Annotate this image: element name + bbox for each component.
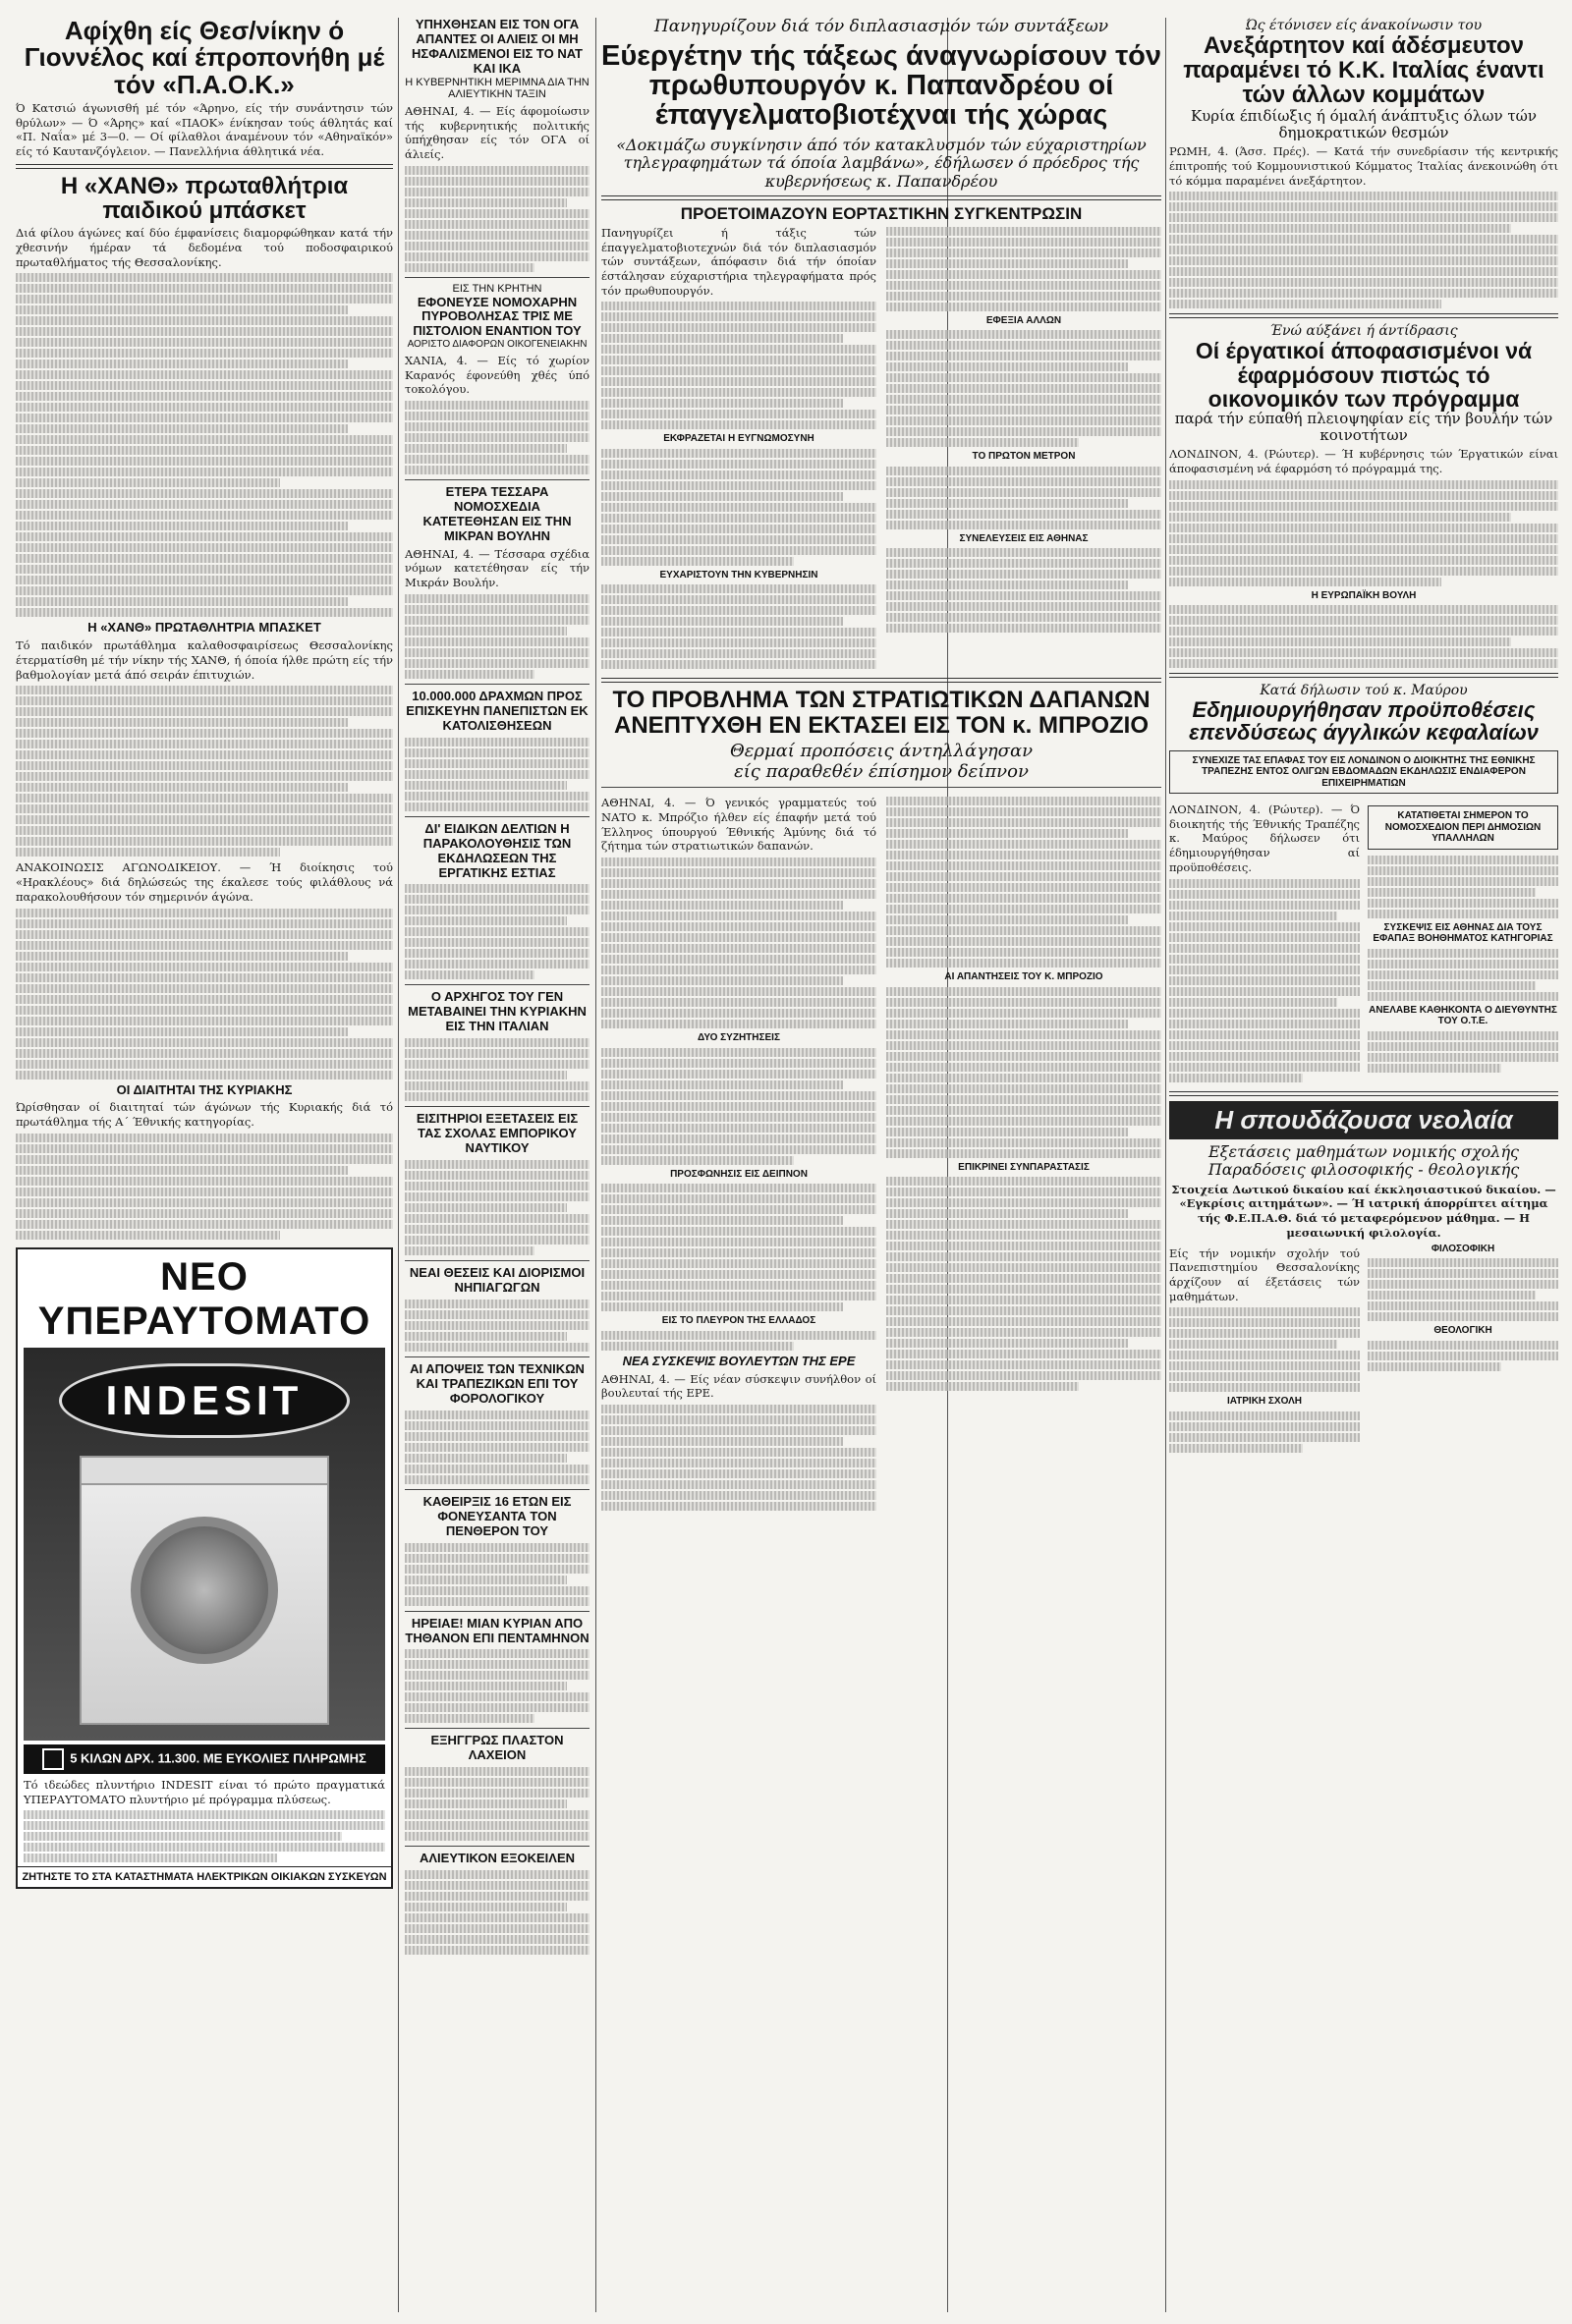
section-subhead: ΠΡΟΣΦΩΝΗΣΙΣ ΕΙΣ ΔΕΙΠΝΟΝ	[670, 1168, 808, 1180]
story-col-a	[1169, 800, 1360, 1086]
section-subhead: ΣΥΝΕΛΕΥΣΕΙΣ ΕΙΣ ΑΘΗΝΑΣ	[959, 532, 1089, 544]
text-block	[405, 1870, 590, 1955]
column-lead-story	[601, 18, 1161, 2312]
text-block	[16, 686, 393, 857]
ad-price: 5 ΚΙΛΩΝ ΔΡΧ. 11.300. ΜΕ ΕΥΚΟΛΙΕΣ ΠΛΗΡΩΜΗΣ	[24, 1744, 385, 1774]
article-body: ΛΟΝΔΙΝΟΝ, 4. (Ρώυτερ). — Ό διοικητής τής Έθνικής Τραπέζης κ. Μαύρος δήλωσεν ότι έδημιουργήθησαν αί προϋποθέσεις.	[1169, 802, 1360, 874]
article-body: ΧΑΝΙΑ, 4. — Είς τό χωρίον Καρανός έφονεύθη χθές ύπό τοκολόγου.	[405, 353, 590, 397]
column-divider	[398, 18, 399, 2312]
kicker: Ένώ αύξάνει ή άντίδρασις	[1269, 323, 1458, 340]
text-block	[405, 1767, 590, 1841]
article-summary: Στοιχεία Δωτικού δικαίου καί έκκλησιαστικού δικαίου. — «Εγκρίσις αιτημάτων». — Ή ιατρική άπορρίπτει αίτημα τής Φ.Ε.Π.Α.Θ. διά τό μεταφερόμενον μάθημα. — Η μεσαιωνική φιλολογία.	[1171, 1182, 1556, 1240]
text-block	[1169, 879, 1360, 1082]
text-block	[405, 738, 590, 811]
article-subhead: Η ΚΥΒΕΡΝΗΤΙΚΗ ΜΕΡΙΜΝΑ ΔΙΑ ΤΗΝ ΑΛΙΕΥΤΙΚΗΝ ΤΑΞΙΝ	[405, 76, 590, 101]
divider	[405, 1611, 590, 1612]
text-block	[16, 273, 393, 617]
text-block	[405, 884, 590, 979]
article-headline: ΑΝΕΛΑΒΕ ΚΑΘΗΚΟΝΤΑ Ο ΔΙΕΥΘΥΝΤΗΣ ΤΟΥ Ο.Τ.Ε.	[1369, 1004, 1557, 1027]
article-subhead: Εξετάσεις μαθημάτων νομικής σχολής	[1208, 1141, 1519, 1161]
divider	[405, 479, 590, 480]
text-block	[601, 858, 876, 1028]
text-block	[886, 797, 1161, 968]
ad-title: ΝΕΟ ΥΠΕΡΑΥΤΟΜΑΤΟ	[37, 1254, 371, 1343]
article-subhead: Θερμαί προπόσεις άντηλλάγησαν	[729, 740, 1034, 761]
section-subhead: ΕΦΕΞΙΑ ΑΛΛΩΝ	[985, 314, 1062, 326]
article-headline: Ανεξάρτητον καί άδέσμευτον παραμένει τό Κ.Κ. Ιταλίας έναντι τών άλλων κομμάτων	[1183, 32, 1544, 109]
text-block	[405, 1411, 590, 1484]
lead-col-b	[886, 223, 1161, 674]
text-block	[405, 1300, 590, 1352]
text-block	[405, 1543, 590, 1606]
section-banner: ΠΡΟΕΤΟΙΜΑΖΟΥΝ ΕΟΡΤΑΣΤΙΚΗΝ ΣΥΓΚΕΝΤΡΩΣΙΝ	[680, 204, 1083, 224]
article-headline: ΑΛΙΕΥΤΙΚΟΝ ΕΞΟΚΕΙΛΕΝ	[419, 1851, 576, 1866]
text-block	[1169, 192, 1558, 308]
divider	[1169, 1091, 1558, 1096]
story-columns	[601, 793, 1161, 1515]
article-headline: Οί έργατικοί άποφασισμένοι νά έφαρμόσουν πιστώς τό οικονομικόν των πρόγραμμα	[1195, 338, 1533, 412]
story-col-a	[601, 793, 876, 1515]
text-block	[16, 1134, 393, 1240]
text-block	[1368, 1341, 1558, 1371]
article-body: ΛΟΝΔΙΝΟΝ, 4. (Ρώυτερ). — Ή κυβέρνησις τών Έργατικών είναι άποφασισμένη νά έφαρμόση τό πρόγραμμά της.	[1169, 447, 1558, 476]
story-columns	[1169, 800, 1558, 1086]
article-subhead: ΑΟΡΙΣΤΟ ΔΙΑΦΟΡΩΝ ΟΙΚΟΓΕΝΕΙΑΚΗΝ	[407, 339, 588, 351]
divider	[1169, 673, 1558, 678]
lead-quote: «Δοκιμάζω συγκίνησιν άπό τόν κατακλυσμόν τών εύχαριστηρίων τηλεγραφημάτων τά όποία λαμβάνω», έδήλωσεν ό πρόεδρος τής κυβερνήσεως κ. Παπανδρέου	[616, 135, 1147, 191]
washing-machine-icon	[80, 1456, 329, 1725]
article-headline: ΝΕΑ ΣΥΣΚΕΨΙΣ ΒΟΥΛΕΥΤΩΝ ΤΗΣ ΕΡΕ	[622, 1353, 856, 1368]
article-body: Διά φίλου άγώνες καί δύο έμφανίσεις διαμορφώθηκαν κατά τήν χθεσινήν ήμέραν τά δεδομένα τού ποδοσφαιρικού πρωταθλήματος τής Θεσσαλονίκης.	[16, 226, 393, 269]
kicker: Πανηγυρίζουν διά τόν διπλασιασμόν τών συντάξεων	[653, 18, 1109, 36]
ad-text: Τό ιδεώδες πλυντήριο INDESIT είναι τό πρώτο πραγματικά ΥΠΕΡΑΥΤΟΜΑΤΟ πλυντήριο μέ πρόγραμμα πλύσεως.	[24, 1777, 385, 1806]
section-subhead: Η «ΧΑΝΘ» ΠΡΩΤΑΘΛΗΤΡΙΑ ΜΠΑΣΚΕΤ	[87, 620, 321, 636]
section-subhead: ΕΚΦΡΑΖΕΤΑΙ Η ΕΥΓΝΩΜΟΣΥΝΗ	[663, 433, 814, 445]
divider	[405, 984, 590, 985]
section-subhead: ΘΕΟΛΟΓΙΚΗ	[1433, 1325, 1492, 1337]
section-banner: Η σπουδάζουσα νεολαία	[1169, 1101, 1558, 1139]
divider	[405, 1106, 590, 1107]
section-subhead: ΑΙ ΑΠΑΝΤΗΣΕΙΣ ΤΟΥ Κ. ΜΠΡΟΖΙΟ	[944, 971, 1103, 983]
indesit-logo: INDESIT	[59, 1363, 350, 1438]
article-headline: ΥΠΗΧΘΗΣΑΝ ΕΙΣ ΤΟΝ ΟΓΑ ΑΠΑΝΤΕΣ ΟΙ ΑΛΙΕΙΣ ΟΙ ΜΗ ΗΣΦΑΛΙΣΜΕΝΟΙ ΕΙΣ ΤΟ ΝΑΤ ΚΑΙ ΙΚΑ	[412, 18, 583, 76]
divider	[405, 684, 590, 685]
article-body: Ώρίσθησαν οί διαιτηταί τών άγώνων τής Κυριακής διά τό πρωτάθλημα τής Α΄ Έθνικής κατηγορίας.	[16, 1100, 393, 1130]
divider	[601, 787, 1161, 788]
article-body: Τό παιδικόν πρωτάθλημα καλαθοσφαιρίσεως Θεσσαλονίκης έτερματίσθη μέ τήν νίκην τής ΧΑΝΘ, ή όποία ήλθε πρώτη είς τήν βαθμολογίαν μετά άπό σειράν έπιτυχιών.	[16, 638, 393, 682]
article-body: ΑΘΗΝΑΙ, 4. — Τέσσαρα σχέδια νόμων κατετέθησαν είς τήν Μικράν Βουλήν.	[405, 546, 590, 590]
text-block	[405, 166, 590, 272]
lead-headline: Εύεργέτην τής τάξεως άναγνωρίσουν τόν πρωθυπουργόν κ. Παπανδρέου οί έπαγγελματοβιοτέχναι τής χώρας	[601, 39, 1161, 132]
indesit-advertisement	[16, 1247, 393, 1889]
story-col-b	[886, 793, 1161, 1515]
column-sports	[16, 18, 393, 2312]
section-subhead: ΟΙ ΔΙΑΙΤΗΤΑΙ ΤΗΣ ΚΥΡΙΑΚΗΣ	[116, 1081, 293, 1097]
article-headline: ΚΑΤΑΤΙΘΕΤΑΙ ΣΗΜΕΡΟΝ ΤΟ ΝΟΜΟΣΧΕΔΙΟΝ ΠΕΡΙ ΔΗΜΟΣΙΩΝ ΥΠΑΛΛΗΛΩΝ	[1368, 805, 1558, 850]
article-headline: ΤΟ ΠΡΟΒΛΗΜΑ ΤΩΝ ΣΤΡΑΤΙΩΤΙΚΩΝ ΔΑΠΑΝΩΝ ΑΝΕΠΤΥΧΘΗ ΕΝ ΕΚΤΑΣΕΙ ΕΙΣ ΤΟΝ κ. ΜΠΡΟΖΙΟ	[612, 687, 1151, 739]
text-block	[1368, 949, 1558, 1001]
article-body: ΑΘΗΝΑΙ, 4. — Είς άφομοίωσιν τής κυβερνητικής πολιτικής ύπήχθησαν είς τόν ΟΓΑ οί άλιείς.	[405, 104, 590, 162]
article-body: Πανηγυρίζει ή τάξις τών έπαγγελματοβιοτεχνών διά τόν διπλασιασμόν τών συντάξεων, άπόφασιν διά τήν όποίαν έστάλησαν εύχαριστήρια τηλεγραφήματα πρός τόν πρωθυπουργόν.	[601, 225, 876, 298]
section-subhead: ΕΠΙΚΡΙΝΕΙ ΣΥΝΠΑΡΑΣΤΑΣΙΣ	[958, 1161, 1090, 1173]
text-block	[886, 467, 1161, 529]
text-block	[18, 1810, 391, 1862]
article-body: ΑΝΑΚΟΙΝΩΣΙΣ ΑΓΩΝΟΔΙΚΕΙΟΥ. — Ή διοίκησις τού «Ηρακλέους» διά δηλώσεώς της έκαλεσε τούς φιλάθλους νά παρακολουθήσουν τόν σημερινόν άγώνα.	[16, 860, 393, 904]
article-subhead: Παραδόσεις φιλοσοφικής - θεολογικής	[1207, 1160, 1520, 1180]
text-block	[1368, 856, 1558, 918]
article-headline: ΣΥΣΚΕΨΙΣ ΕΙΣ ΑΘΗΝΑΣ ΔΙΑ ΤΟΥΣ ΕΦΑΠΑΞ ΒΟΗΘΗΜΑΤΟΣ ΚΑΤΗΓΟΡΙΑΣ	[1373, 921, 1553, 945]
article-subhead: παρά τήν εύπαθή πλειοψηφίαν είς τήν βουλήν τών κοινοτήτων	[1174, 409, 1553, 445]
text-block	[601, 1331, 876, 1351]
section-subhead: ΤΟ ΠΡΩΤΟΝ ΜΕΤΡΟΝ	[972, 451, 1076, 463]
divider	[405, 1489, 590, 1490]
text-block	[601, 1184, 876, 1311]
article-headline: ΑΙ ΑΠΟΨΕΙΣ ΤΩΝ ΤΕΧΝΙΚΩΝ ΚΑΙ ΤΡΑΠΕΖΙΚΩΝ ΕΠΙ ΤΟΥ ΦΟΡΟΛΟΓΙΚΟΥ	[410, 1360, 585, 1406]
divider	[405, 816, 590, 817]
article-body: Είς τήν νομικήν σχολήν τού Πανεπιστημίου Θεσσαλονίκης άρχίζουν αί έξετάσεις τών μαθημάτων.	[1169, 1245, 1360, 1303]
article-body: ΑΘΗΝΑΙ, 4. — Ό γενικός γραμματεύς τού ΝΑΤΟ κ. Μπρόζιο ήλθεν είς έπαφήν μετά τού Έλληνος ύπουργού Έθνικής Άμύνης διά τό ζήτημα τών στρατιωτικών δαπανών.	[601, 796, 876, 854]
text-block	[405, 401, 590, 474]
lead-columns	[601, 223, 1161, 674]
text-block	[405, 594, 590, 679]
text-block	[405, 1160, 590, 1255]
column-foreign	[1169, 18, 1558, 2312]
text-block	[601, 1405, 876, 1511]
divider	[16, 164, 393, 169]
section-subhead: ΔΥΟ ΣΥΖΗΤΗΣΕΙΣ	[698, 1032, 780, 1044]
article-headline: Εδημιουργήθησαν προϋποθέσεις επενδύσεως άγγλικών κεφαλαίων	[1189, 697, 1539, 746]
section-subhead: ΦΙΛΟΣΟΦΙΚΗ	[1431, 1243, 1495, 1254]
text-block	[601, 1048, 876, 1165]
article-headline: ΕΙΣΙΤΗΡΙΟΙ ΕΞΕΤΑΣΕΙΣ ΕΙΣ ΤΑΣ ΣΧΟΛΑΣ ΕΜΠΟΡΙΚΟΥ ΝΑΥΤΙΚΟΥ	[416, 1111, 579, 1156]
section-subhead: ΕΙΣ ΤΟ ΠΛΕΥΡΟΝ ΤΗΣ ΕΛΛΑΔΟΣ	[661, 1315, 816, 1327]
text-block	[1368, 1031, 1558, 1073]
article-headline: Ο ΑΡΧΗΓΟΣ ΤΟΥ ΓΕΝ ΜΕΤΑΒΑΙΝΕΙ ΤΗΝ ΚΥΡΙΑΚΗΝ ΕΙΣ ΤΗΝ ΙΤΑΛΙΑΝ	[408, 989, 587, 1034]
ad-footer: ΖΗΤΗΣΤΕ ΤΟ ΣΤΑ ΚΑΤΑΣΤΗΜΑΤΑ ΗΛΕΚΤΡΙΚΩΝ ΟΙΚΙΑΚΩΝ ΣΥΣΚΕΥΩΝ	[18, 1866, 391, 1887]
text-block	[601, 302, 876, 429]
text-block	[16, 909, 393, 1079]
divider	[405, 1356, 590, 1357]
article-headline: ΕΦΟΝΕΥΣΕ ΝΟΜΟΧΑΡΗΝ ΠΥΡΟΒΟΛΗΣΑΣ ΤΡΙΣ ΜΕ ΠΙΣΤΟΛΙΟΝ ΕΝΑΝΤΙΟΝ ΤΟΥ	[413, 294, 582, 339]
text-block	[405, 1649, 590, 1723]
kicker: Κατά δήλωσιν τού κ. Μαύρου	[1260, 683, 1468, 699]
article-headline: ΚΑΘΕΙΡΞΙΣ 16 ΕΤΩΝ ΕΙΣ ΦΟΝΕΥΣΑΝΤΑ ΤΟΝ ΠΕΝΘΕΡΟΝ ΤΟΥ	[422, 1493, 572, 1538]
kicker: ΕΙΣ ΤΗΝ ΚΡΗΤΗΝ	[452, 282, 542, 295]
column-divider	[595, 18, 596, 2312]
text-block	[1169, 480, 1558, 586]
story-col-a	[1169, 1244, 1360, 1457]
divider	[1169, 313, 1558, 318]
kicker: Ώς έτόνισεν είς άνακοίνωσιν του	[1245, 18, 1483, 33]
text-block	[886, 330, 1161, 447]
text-block	[405, 1038, 590, 1101]
article-summary-box: ΣΥΝΕΧΙΖΕ ΤΑΣ ΕΠΑΦΑΣ ΤΟΥ ΕΙΣ ΛΟΝΔΙΝΟΝ Ο ΔΙΟΙΚΗΤΗΣ ΤΗΣ ΕΘΝΙΚΗΣ ΤΡΑΠΕΖΗΣ ΕΝΤΟΣ ΟΛΙΓΩΝ ΕΒΔΟΜΑΔΩΝ ΕΚΔΗΛΩΣΙΣ ΕΝΔΙΑΦΕΡΟΝ ΕΠΙΧΕΙΡΗΜΑΤΙΩΝ	[1169, 750, 1558, 795]
divider	[405, 1260, 590, 1261]
article-subhead: είς παραθεθέν έπίσημον δείπνον	[734, 760, 1029, 782]
text-block	[601, 449, 876, 566]
article-body: ΡΩΜΗ, 4. (Άσσ. Πρές). — Κατά τήν συνεδρίασιν τής κεντρικής έπιτροπής τού Κομμουνιστικού Κόμματος Ίταλίας άνεκοινώθη ότι τό κόμμα παραμένει άνεξάρτητον.	[1169, 144, 1558, 188]
divider	[601, 678, 1161, 683]
article-body: ΑΘΗΝΑΙ, 4. — Είς νέαν σύσκεψιν συνήλθον οί βουλευταί τής ΕΡΕ.	[601, 1371, 876, 1401]
text-block	[1368, 1258, 1558, 1321]
story-columns	[1169, 1244, 1558, 1457]
article-headline: 10.000.000 ΔΡΑΧΜΩΝ ΠΡΟΣ ΕΠΙΣΚΕΥΗΝ ΠΑΝΕΠΙΣΤΩΝ ΕΚ ΚΑΤΟΛΙΣΘΗΣΕΩΝ	[406, 688, 589, 733]
text-block	[1169, 1307, 1360, 1392]
text-block	[886, 1177, 1161, 1391]
story-col-b	[1368, 1244, 1558, 1457]
text-block	[886, 548, 1161, 633]
text-block	[886, 987, 1161, 1158]
text-block	[1169, 1411, 1360, 1453]
divider	[601, 195, 1161, 200]
article-headline: ΝΕΑΙ ΘΕΣΕΙΣ ΚΑΙ ΔΙΟΡΙΣΜΟΙ ΝΗΠΙΑΓΩΓΩΝ	[409, 1265, 586, 1296]
ad-illustration	[24, 1348, 385, 1741]
article-headline: ΗΡΕΙΑΕ! ΜΙΑΝ ΚΥΡΙΑΝ ΑΠΟ ΤΗΘΑΝΟΝ ΕΠΙ ΠΕΝΤΑΜΗΝΟΝ	[405, 1615, 590, 1645]
article-headline: ΔΙ' ΕΙΔΙΚΩΝ ΔΕΛΤΙΩΝ Η ΠΑΡΑΚΟΛΟΥΘΗΣΙΣ ΤΩΝ ΕΚΔΗΛΩΣΕΩΝ ΤΗΣ ΕΡΓΑΤΙΚΗΣ ΕΣΤΙΑΣ	[422, 820, 572, 880]
text-block	[1169, 605, 1558, 668]
column-divider	[1165, 18, 1166, 2312]
divider	[405, 277, 590, 278]
column-briefs	[405, 18, 590, 2312]
lead-col-a	[601, 223, 876, 674]
divider	[405, 1846, 590, 1847]
article-headline: Αφίχθη είς Θεσ/νίκην ό Γιοννέλος καί έπροπονήθη μέ τόν «Π.Α.Ο.Κ.»	[24, 18, 385, 99]
section-subhead: Η ΕΥΡΩΠΑΪΚΗ ΒΟΥΛΗ	[1311, 589, 1417, 601]
article-headline: ΕΤΕΡΑ ΤΕΣΣΑΡΑ ΝΟΜΟΣΧΕΔΙΑ ΚΑΤΕΤΕΘΗΣΑΝ ΕΙΣ ΤΗΝ ΜΙΚΡΑΝ ΒΟΥΛΗΝ	[422, 484, 572, 543]
story-col-b	[1368, 800, 1558, 1086]
article-subhead: Κυρία έπιδίωξις ή όμαλή άνάπτυξις όλων τών δημοκρατικών θεσμών	[1190, 106, 1538, 141]
article-headline: ΕΞΗΓΓΡΩΣ ΠΛΑΣΤΟΝ ΛΑΧΕΙΟΝ	[430, 1733, 564, 1763]
section-subhead: ΕΥΧΑΡΙΣΤΟΥΝ ΤΗΝ ΚΥΒΕΡΝΗΣΙΝ	[659, 569, 818, 581]
text-block	[601, 584, 876, 669]
article-summary: Ό Κατσιώ άγωνισθή μέ τόν «Άρηνο, είς τήν συνάντησιν τών θρύλων» — Ό «Άρης» καί «ΠΑΟΚ» ένίκησαν τούς άθλητάς καί «Π. Ναΐα» μέ 3—0. — Οί φίλαθλοι άναμένουν τόν «Αθηναϊκόν» είς τό Καυτανζόγλειον. — Πανελλήνια άθλητικά νέα.	[16, 100, 393, 159]
divider	[405, 1728, 590, 1729]
article-headline: Η «ΧΑΝΘ» πρωταθλήτρια παιδικού μπάσκετ	[60, 172, 349, 224]
text-block	[886, 227, 1161, 311]
section-subhead: ΙΑΤΡΙΚΗ ΣΧΟΛΗ	[1226, 1396, 1303, 1408]
